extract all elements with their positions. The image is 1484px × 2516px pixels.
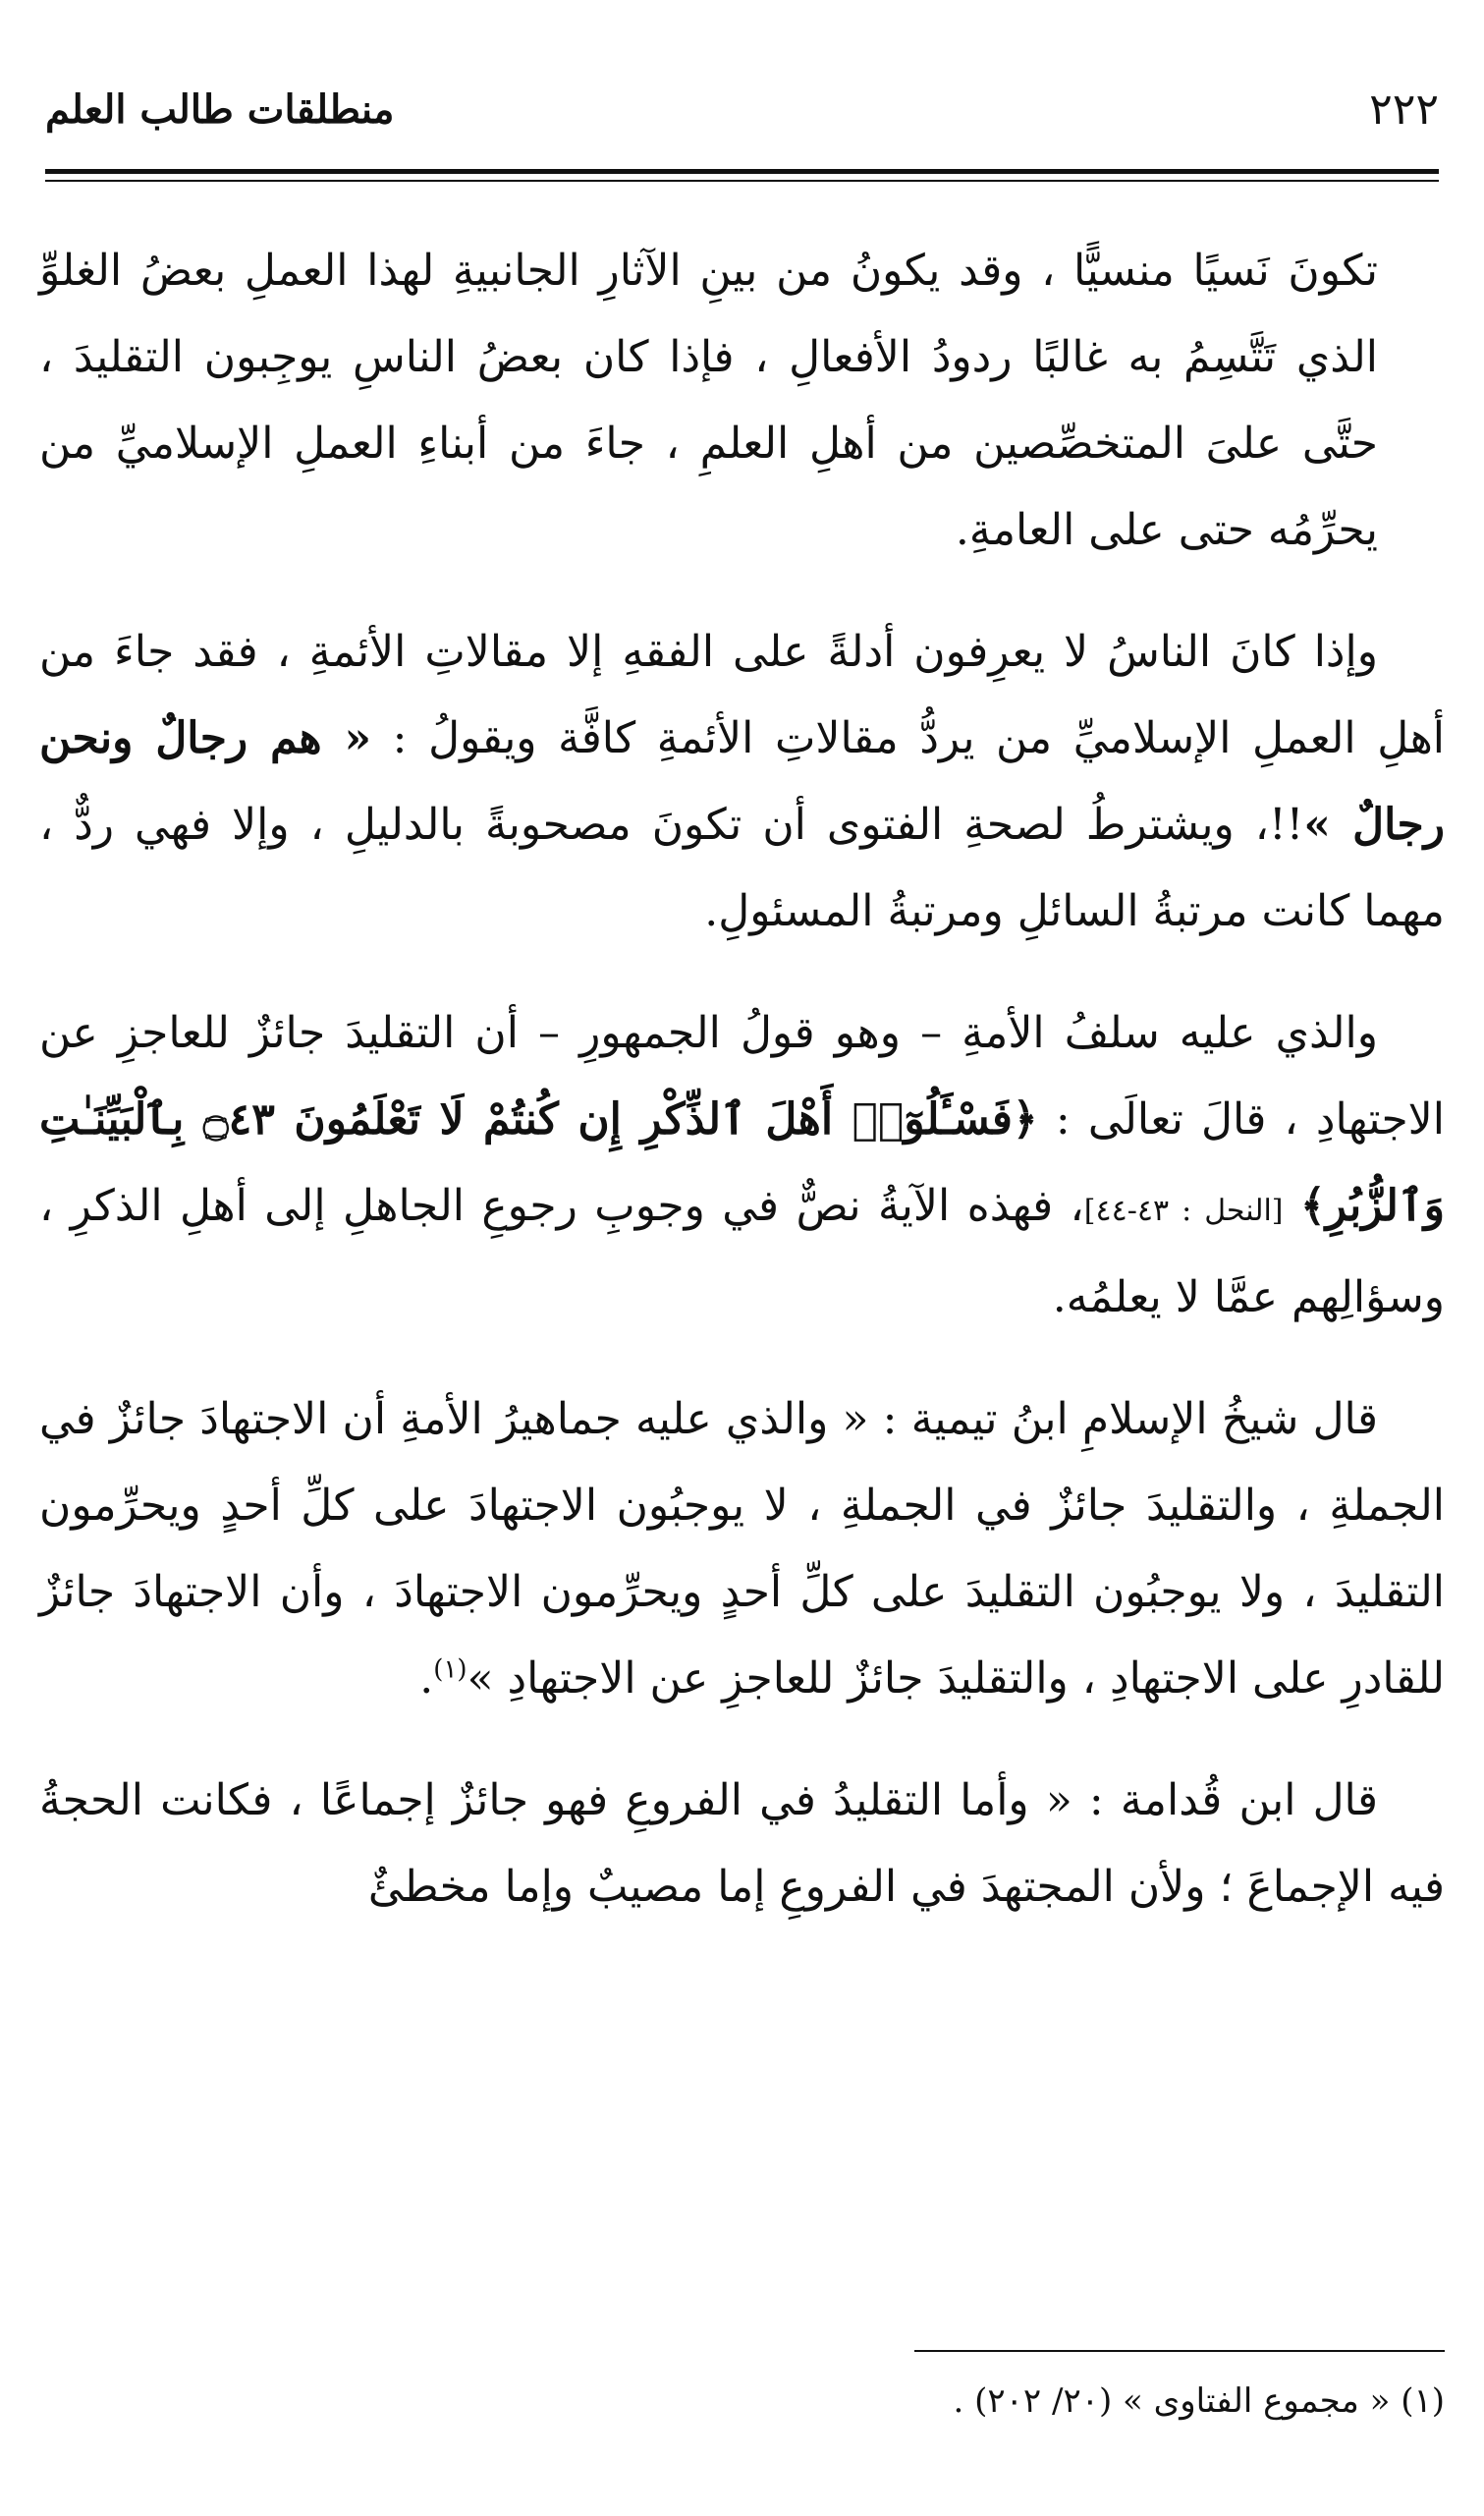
paragraph-4-text-after: . [419, 1653, 434, 1704]
running-title: منطلقات طالب العلم [45, 86, 395, 133]
paragraph-1-text: تكونَ نَسيًا منسيًّا ، وقد يكونُ من بينِ الآثارِ الجانبيةِ لهذا العملِ بعضُ الغلوِّ الذي تَتَّسِمُ به غالبًا ردودُ الأفعالِ ، فإذا كان بعضُ الناسِ يوجِبون التقليدَ ، حتَّى علىَ المتخصِّصين من أهلِ العلمِ ، جاءَ من أبناءِ العملِ الإسلاميِّ من يحرِّمُه حتى على العامةِ. [39, 246, 1378, 555]
page-header [45, 81, 1439, 140]
paragraph-3-text: والذي عليه سلفُ الأمةِ – وهو قولُ الجمهورِ – أن التقليدَ جائزٌ للعاجزِ عن الاجتهادِ ، قالَ تعالَى : [39, 1008, 1445, 1145]
paragraph-3 [39, 990, 1445, 1341]
header-rule-thick [45, 169, 1439, 174]
paragraph-5 [39, 1758, 1445, 1930]
paragraph-3-text-after: ، فهذه الآيةُ نصٌّ في وجوبِ رجوعِ الجاهلِ إلى أهلِ الذكرِ ، وسؤالِهم عمَّا لا يعلمُه. [39, 1181, 1445, 1322]
footnote: (١) « مجموع الفتاوى » (٢٠/ ٢٠٢) . [953, 2381, 1445, 2421]
quran-verse: ﴿فَسْـَٔلُوٓا۟ أَهْلَ ٱلذِّكْرِ إِن كُنتُمْ لَا تَعْلَمُونَ ۝٤٣ بِٱلْبَيِّنَـٰتِ وَٱلزُّبُرِ﴾ [39, 1094, 1445, 1231]
verse-reference: [النحل : ٤٣-٤٤] [1083, 1194, 1284, 1228]
footnote-rule [914, 2350, 1445, 2352]
footnote-marker: (١) [433, 1654, 467, 1685]
header-rule-thin [45, 180, 1439, 182]
page-number: ٢٢٢ [1369, 84, 1439, 135]
paragraph-2 [39, 609, 1445, 955]
paragraph-4-text: قال شيخُ الإسلامِ ابنُ تيمية : « والذي عليه جماهيرُ الأمةِ أن الاجتهادَ جائزٌ في الجملةِ ، والتقليدَ جائزٌ في الجملةِ ، لا يوجبُون الاجتهادَ على كلِّ أحدٍ ويحرِّمون التقليدَ ، ولا يوجبُون التقليدَ على كلِّ أحدٍ ويحرِّمون الاجتهادَ ، وأن الاجتهادَ جائزٌ للقادرِ على الاجتهادِ ، والتقليدَ جائزٌ للعاجزِ عن الاجتهادِ » [39, 1394, 1445, 1704]
paragraph-1 [39, 228, 1445, 574]
bold-quote: « هم رجالٌ ونحن رجالٌ » [39, 713, 1446, 850]
paragraph-2-text-after: !!، ويشترطُ لصحةِ الفتوى أن تكونَ مصحوبةً بالدليلِ ، وإلا فهي ردٌّ ، مهما كانت مرتبةُ السائلِ ومرتبةُ المسئولِ. [39, 800, 1445, 936]
paragraph-2-text: وإذا كانَ الناسُ لا يعرِفون أدلةً على الفقهِ إلا مقالاتِ الأئمةِ ، فقد جاءَ من أهلِ العملِ الإسلاميِّ من يردُّ مقالاتِ الأئمةِ كافَّة ويقولُ : [39, 627, 1446, 763]
main-text [39, 228, 1445, 1966]
paragraph-5-text: قال ابن قُدامة : « وأما التقليدُ في الفروعِ فهو جائزٌ إجماعًا ، فكانت الحجةُ فيه الإجماعَ ؛ ولأن المجتهدَ في الفروعِ إما مصيبٌ وإما مخطئٌ [39, 1775, 1445, 1912]
paragraph-4 [39, 1376, 1445, 1722]
